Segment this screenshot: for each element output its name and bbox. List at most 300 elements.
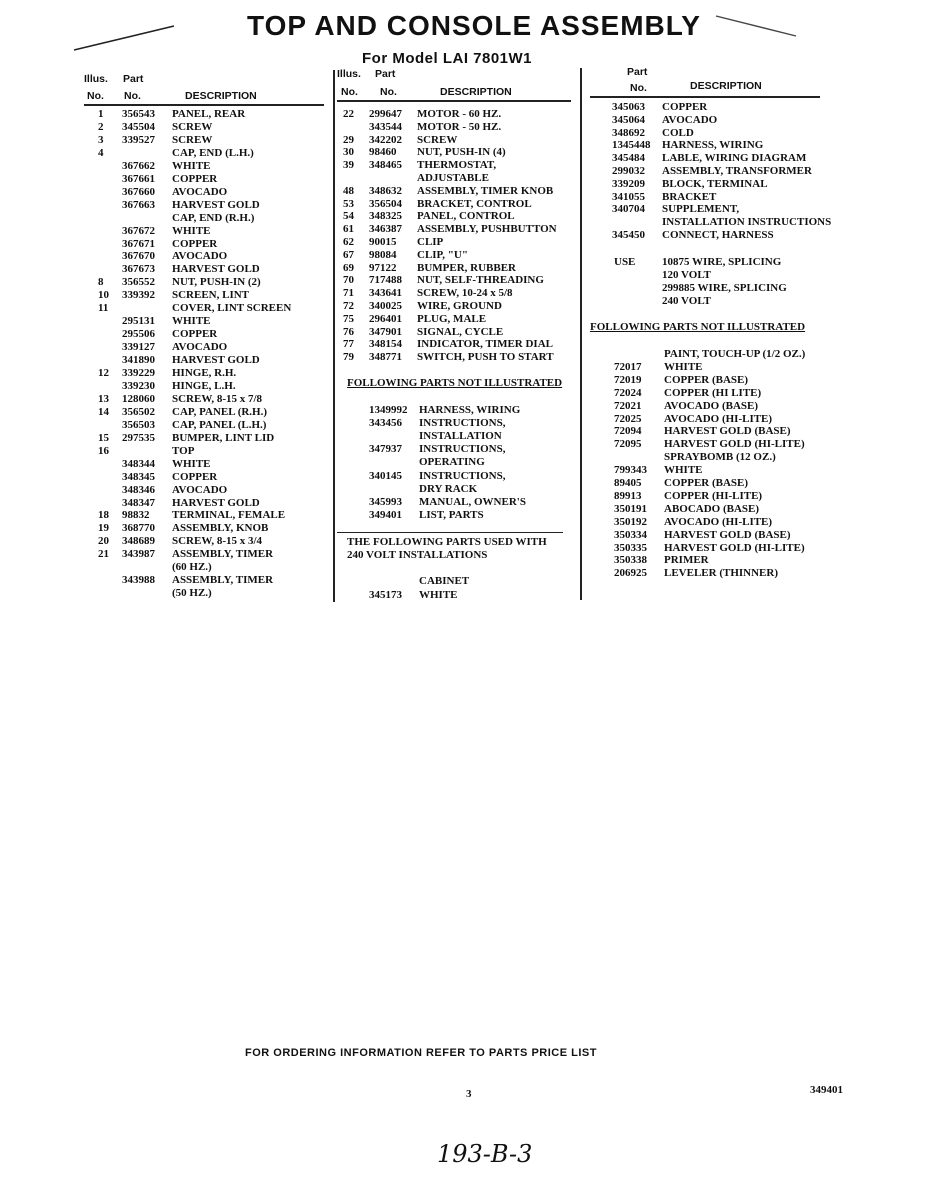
parts-row [337, 210, 577, 223]
part-number: 299032 [612, 165, 645, 177]
parts-row [590, 203, 840, 216]
part-number: 339127 [122, 341, 155, 354]
parts-row [84, 121, 324, 134]
part-description: COPPER (BASE) [664, 477, 749, 489]
parts-row [337, 121, 577, 134]
middle-header-no1: No. [341, 86, 358, 98]
part-number: 89405 [614, 477, 642, 489]
part-number: 345064 [612, 113, 645, 126]
parts-row [590, 139, 840, 152]
part-description: SCREW [417, 133, 458, 146]
parts-row [590, 477, 840, 490]
right-header-description: DESCRIPTION [690, 80, 762, 92]
parts-row [590, 256, 840, 269]
illus-number: 48 [343, 184, 354, 197]
part-description: COPPER [172, 172, 218, 185]
part-number: 72021 [614, 399, 642, 412]
parts-row [590, 348, 840, 361]
part-description: SCREW, 8-15 x 3/4 [172, 535, 263, 548]
parts-row [337, 443, 577, 456]
part-number: 347901 [369, 325, 402, 338]
part-description: ASSEMBLY, PUSHBUTTON [417, 223, 557, 236]
part-description: AVOCADO [662, 113, 718, 126]
document-number: 349401 [810, 1084, 843, 1096]
illus-number: 29 [343, 133, 354, 146]
illus-number: 79 [343, 351, 354, 364]
parts-row [84, 445, 324, 458]
illus-number: 14 [98, 405, 109, 418]
part-number: 90015 [369, 236, 397, 248]
part-description: COPPER [172, 470, 218, 483]
part-number: 72019 [614, 373, 642, 386]
middle-section-rule [337, 532, 563, 533]
part-number: 72094 [614, 425, 642, 438]
part-description: INDICATOR, TIMER DIAL [417, 338, 553, 351]
parts-row [590, 554, 840, 567]
part-number: 340145 [369, 469, 402, 482]
part-description: BLOCK, TERMINAL [662, 177, 768, 190]
parts-row [590, 567, 840, 580]
part-number: 341055 [612, 190, 645, 203]
part-description: ASSEMBLY, TIMER KNOB [417, 184, 554, 197]
part-number: 348345 [122, 470, 155, 483]
part-description: AVOCADO [172, 483, 228, 496]
part-number: 348346 [122, 483, 155, 496]
illus-number: 11 [98, 302, 109, 315]
part-number: 717488 [369, 274, 402, 287]
parts-row [590, 438, 840, 451]
part-number: 799343 [614, 464, 647, 477]
parts-row [84, 315, 324, 328]
part-number: 72025 [614, 412, 642, 425]
parts-row [590, 425, 840, 438]
part-description: ASSEMBLY, TIMER [172, 574, 274, 587]
part-number: 348344 [122, 457, 155, 470]
part-description: 299885 WIRE, SPLICING [662, 282, 787, 294]
part-description: HARVEST GOLD (HI-LITE) [664, 541, 805, 554]
part-description: AVOCADO (HI-LITE) [664, 412, 773, 425]
part-description: WHITE [172, 457, 211, 470]
part-number: 350192 [614, 515, 647, 528]
part-description: (50 HZ.) [172, 587, 212, 600]
part-description: NUT, PUSH-IN (2) [172, 276, 261, 289]
part-description: OPERATING [419, 456, 485, 469]
parts-row [337, 430, 577, 443]
part-number: 295131 [122, 315, 155, 328]
left-header-rule [84, 104, 324, 106]
illus-number: 61 [343, 223, 354, 236]
parts-row [84, 406, 324, 419]
part-description: COVER, LINT SCREEN [172, 302, 292, 315]
parts-row [590, 269, 840, 282]
part-description: COPPER [172, 237, 218, 250]
left-header-part: Part [123, 73, 144, 85]
part-description: BRACKET [662, 190, 717, 203]
parts-row [84, 380, 324, 393]
parts-row [590, 229, 840, 242]
part-description: CAP, PANEL (L.H.) [172, 418, 267, 431]
part-number: 340025 [369, 300, 402, 312]
part-number: 356503 [122, 418, 155, 431]
parts-row [590, 282, 840, 295]
part-number: 356543 [122, 108, 155, 120]
part-description: ASSEMBLY, KNOB [172, 522, 269, 535]
parts-row [590, 490, 840, 503]
left-header-illus: Illus. [84, 73, 108, 85]
parts-row [84, 147, 324, 160]
part-description: INSTRUCTIONS, [419, 417, 506, 430]
part-number: 341890 [122, 354, 155, 367]
part-description: COPPER (HI LITE) [664, 386, 762, 399]
part-description: CAP, END (L.H.) [172, 146, 254, 159]
part-description: WHITE [172, 315, 211, 328]
part-number: 343987 [122, 548, 155, 561]
parts-row [84, 108, 324, 121]
part-description: SCREEN, LINT [172, 289, 250, 302]
parts-row [84, 263, 324, 276]
middle-header-description: DESCRIPTION [440, 86, 512, 98]
part-number: 367670 [122, 250, 155, 263]
part-description: PRIMER [664, 554, 709, 567]
illus-number: 20 [98, 535, 109, 548]
parts-row [337, 146, 577, 159]
illus-number: 75 [343, 312, 354, 325]
part-number: 343544 [369, 120, 402, 133]
illus-number: 18 [98, 509, 109, 522]
part-number: 343641 [369, 287, 402, 300]
part-description: HARNESS, WIRING [419, 404, 521, 416]
parts-row [590, 529, 840, 542]
part-description: COLD [662, 126, 694, 139]
part-description: SIGNAL, CYCLE [417, 325, 504, 338]
part-number: 350335 [614, 541, 647, 554]
illus-number: 10 [98, 289, 109, 302]
part-description: NUT, PUSH-IN (4) [417, 146, 506, 159]
part-description: CLIP, "U" [417, 248, 468, 261]
part-description: INSTALLATION [419, 430, 502, 443]
parts-row [337, 236, 577, 249]
part-number: 98084 [369, 248, 397, 261]
parts-row [84, 225, 324, 238]
part-description: BRACKET, CONTROL [417, 197, 532, 210]
part-description: INSTRUCTIONS, [419, 469, 506, 482]
middle-section-240v-line2: 240 VOLT INSTALLATIONS [347, 549, 488, 561]
parts-row [337, 351, 577, 364]
parts-row [590, 127, 840, 140]
parts-row [84, 535, 324, 548]
part-description: ASSEMBLY, TIMER [172, 548, 274, 561]
parts-row [337, 172, 577, 185]
part-number: 89913 [614, 489, 642, 502]
part-number: 348347 [122, 496, 155, 509]
illus-number: 4 [98, 146, 104, 159]
part-number: 367672 [122, 224, 155, 237]
parts-row [337, 134, 577, 147]
parts-row [84, 497, 324, 510]
part-description: SCREW, 10-24 x 5/8 [417, 287, 513, 300]
part-description: LABLE, WIRING DIAGRAM [662, 152, 807, 165]
illus-number: 67 [343, 248, 354, 261]
illus-number: 72 [343, 300, 354, 312]
parts-row [590, 400, 840, 413]
part-description: HARNESS, WIRING [662, 139, 764, 152]
parts-row [590, 387, 840, 400]
part-number: 348692 [612, 126, 645, 139]
part-number: 345993 [369, 495, 402, 508]
part-number: 350334 [614, 528, 647, 541]
part-description: SUPPLEMENT, [662, 203, 740, 216]
parts-row [337, 470, 577, 483]
parts-row [590, 178, 840, 191]
part-number: 347937 [369, 443, 402, 456]
part-description: INSTRUCTIONS, [419, 443, 506, 456]
parts-row [84, 561, 324, 574]
part-description: HARVEST GOLD (HI-LITE) [664, 438, 805, 451]
parts-row [84, 432, 324, 445]
parts-row [590, 101, 840, 114]
parts-row [337, 338, 577, 351]
illus-number: 1 [98, 108, 104, 120]
parts-row [84, 458, 324, 471]
part-description: NUT, SELF-THREADING [417, 274, 544, 287]
part-number: 346387 [369, 223, 402, 236]
part-description: AVOCADO (BASE) [664, 399, 759, 412]
ordering-info: FOR ORDERING INFORMATION REFER TO PARTS PRICE LIST [245, 1047, 597, 1059]
part-number: 367661 [122, 172, 155, 185]
parts-row [337, 262, 577, 275]
illus-number: 16 [98, 444, 109, 457]
parts-row [84, 367, 324, 380]
part-description: MANUAL, OWNER'S [419, 495, 526, 508]
part-description: HINGE, L.H. [172, 379, 236, 392]
illus-number: 77 [343, 338, 354, 351]
middle-section-240v-line1: THE FOLLOWING PARTS USED WITH [347, 536, 547, 548]
part-description: MOTOR - 60 HZ. [417, 108, 502, 120]
part-number: 339392 [122, 289, 155, 302]
illus-number: 39 [343, 159, 354, 172]
illus-number: 69 [343, 261, 354, 274]
parts-row [84, 250, 324, 263]
part-description: COPPER [662, 101, 708, 113]
part-number: 297535 [122, 431, 155, 444]
left-header-no1: No. [87, 90, 104, 102]
parts-row [337, 417, 577, 430]
part-description: (60 HZ.) [172, 561, 212, 574]
part-number: 345504 [122, 120, 155, 133]
part-description: LIST, PARTS [419, 508, 484, 521]
illus-number: 53 [343, 197, 354, 210]
parts-row [84, 587, 324, 600]
part-description: PANEL, REAR [172, 108, 246, 120]
part-description: CONNECT, HARNESS [662, 229, 774, 241]
parts-row [337, 223, 577, 236]
part-description: PAINT, TOUCH-UP (1/2 OZ.) [664, 348, 806, 360]
part-number: 342202 [369, 133, 402, 146]
part-number: 349401 [369, 508, 402, 521]
parts-row [590, 114, 840, 127]
part-number: 339527 [122, 133, 155, 146]
parts-row [590, 451, 840, 464]
part-number: 356552 [122, 276, 155, 289]
parts-row [337, 249, 577, 262]
parts-row [84, 328, 324, 341]
right-section-not-illustrated: FOLLOWING PARTS NOT ILLUSTRATED [590, 321, 806, 333]
part-description: 10875 WIRE, SPLICING [662, 256, 782, 268]
left-header-no2: No. [124, 90, 141, 102]
part-number: 339229 [122, 367, 155, 379]
part-number: 348154 [369, 338, 402, 351]
part-number: 367663 [122, 198, 155, 211]
illus-number: 8 [98, 276, 104, 289]
column-divider-1 [333, 70, 335, 602]
page-title: TOP AND CONSOLE ASSEMBLY [247, 10, 701, 41]
part-description: ASSEMBLY, TRANSFORMER [662, 165, 812, 177]
part-description: TERMINAL, FEMALE [172, 509, 286, 522]
parts-row [337, 274, 577, 287]
part-description: WHITE [172, 159, 211, 172]
part-number: 368770 [122, 522, 155, 535]
part-description: ABOCADO (BASE) [664, 502, 760, 515]
page-number: 3 [466, 1088, 472, 1100]
part-number: 206925 [614, 567, 647, 580]
parts-row [590, 464, 840, 477]
part-description: HARVEST GOLD [172, 263, 260, 276]
part-description: AVOCADO (HI-LITE) [664, 515, 773, 528]
part-number: 345484 [612, 152, 645, 165]
left-header-description: DESCRIPTION [185, 90, 257, 102]
illus-number: 3 [98, 133, 104, 146]
illus-number: 13 [98, 392, 109, 405]
parts-row [84, 341, 324, 354]
part-description: TOP [172, 444, 195, 457]
part-description: WHITE [664, 360, 703, 373]
parts-row [84, 522, 324, 535]
parts-row [337, 456, 577, 469]
parts-row [84, 302, 324, 315]
right-header-no: No. [630, 82, 647, 94]
part-number: 356502 [122, 405, 155, 418]
parts-row [590, 191, 840, 204]
part-number: 1349992 [369, 404, 408, 416]
parts-row [84, 354, 324, 367]
part-description: HARVEST GOLD (BASE) [664, 528, 791, 541]
part-description: SCREW [172, 120, 213, 133]
parts-row [84, 471, 324, 484]
parts-row [337, 483, 577, 496]
part-description: PLUG, MALE [417, 312, 487, 325]
illus-number: 21 [98, 548, 109, 561]
part-number: 1345448 [612, 139, 651, 152]
illus-number: 54 [343, 210, 354, 223]
illus-number: 76 [343, 325, 354, 338]
part-number: 343988 [122, 574, 155, 587]
part-number: 367662 [122, 159, 155, 172]
parts-row [337, 404, 577, 417]
part-number: 295506 [122, 328, 155, 341]
part-number: 72024 [614, 386, 642, 399]
part-number: 348689 [122, 535, 155, 548]
part-description: AVOCADO [172, 250, 228, 263]
parts-row [590, 542, 840, 555]
parts-row [84, 393, 324, 406]
parts-row [590, 374, 840, 387]
part-description: HINGE, R.H. [172, 367, 237, 379]
part-number: 345173 [369, 588, 402, 601]
part-number: 356504 [369, 197, 402, 210]
part-number: 72095 [614, 438, 642, 451]
part-number: 98832 [122, 509, 150, 522]
part-description: ADJUSTABLE [417, 172, 489, 184]
part-number: 339209 [612, 177, 645, 190]
part-description: 120 VOLT [662, 269, 711, 281]
part-description: HARVEST GOLD [172, 354, 260, 367]
part-description: CAP, PANEL (R.H.) [172, 405, 268, 418]
part-number: 350191 [614, 502, 647, 515]
parts-row [84, 419, 324, 432]
part-description: BUMPER, RUBBER [417, 261, 517, 274]
parts-row [84, 289, 324, 302]
part-description: CABINET [419, 575, 470, 587]
part-description: AVOCADO [172, 185, 228, 198]
model-subtitle: For Model LAI 7801W1 [362, 50, 533, 67]
middle-header-rule [337, 100, 571, 102]
parts-row [337, 108, 577, 121]
part-number: 348325 [369, 210, 402, 223]
part-number: 350338 [614, 554, 647, 567]
parts-row [84, 186, 324, 199]
part-description: LEVELER (THINNER) [664, 567, 778, 580]
illus-number: 19 [98, 522, 109, 535]
parts-row [84, 574, 324, 587]
part-description: SCREW [172, 133, 213, 146]
parts-row [590, 516, 840, 529]
part-number: 98460 [369, 146, 397, 159]
illus-number: 22 [343, 108, 354, 120]
part-number: 72017 [614, 360, 642, 373]
parts-row [337, 575, 577, 588]
parts-row [337, 159, 577, 172]
part-number: 97122 [369, 261, 397, 274]
part-description: HARVEST GOLD (BASE) [664, 425, 791, 438]
part-number: 348632 [369, 184, 402, 197]
illus-number: 12 [98, 367, 109, 379]
part-description: THERMOSTAT, [417, 159, 497, 172]
part-number: 128060 [122, 392, 155, 405]
right-header-rule [590, 96, 820, 98]
parts-row [590, 295, 840, 308]
parts-row [84, 212, 324, 225]
parts-row [590, 216, 840, 229]
part-description: WHITE [664, 464, 703, 477]
parts-row [84, 134, 324, 147]
parts-row [337, 185, 577, 198]
part-description: COPPER (BASE) [664, 373, 749, 386]
part-description: HARVEST GOLD [172, 198, 260, 211]
middle-section-not-illustrated: FOLLOWING PARTS NOT ILLUSTRATED [347, 377, 563, 389]
parts-row [337, 326, 577, 339]
part-description: WIRE, GROUND [417, 300, 502, 312]
part-number: 348465 [369, 159, 402, 172]
part-number: 345063 [612, 101, 645, 113]
part-description: PANEL, CONTROL [417, 210, 515, 223]
part-number: 367660 [122, 185, 155, 198]
part-description: 240 VOLT [662, 295, 711, 307]
parts-row [337, 496, 577, 509]
part-description: SWITCH, PUSH TO START [417, 351, 554, 364]
part-description: CAP, END (R.H.) [172, 211, 255, 224]
parts-row [84, 160, 324, 173]
part-number: 343456 [369, 417, 402, 430]
